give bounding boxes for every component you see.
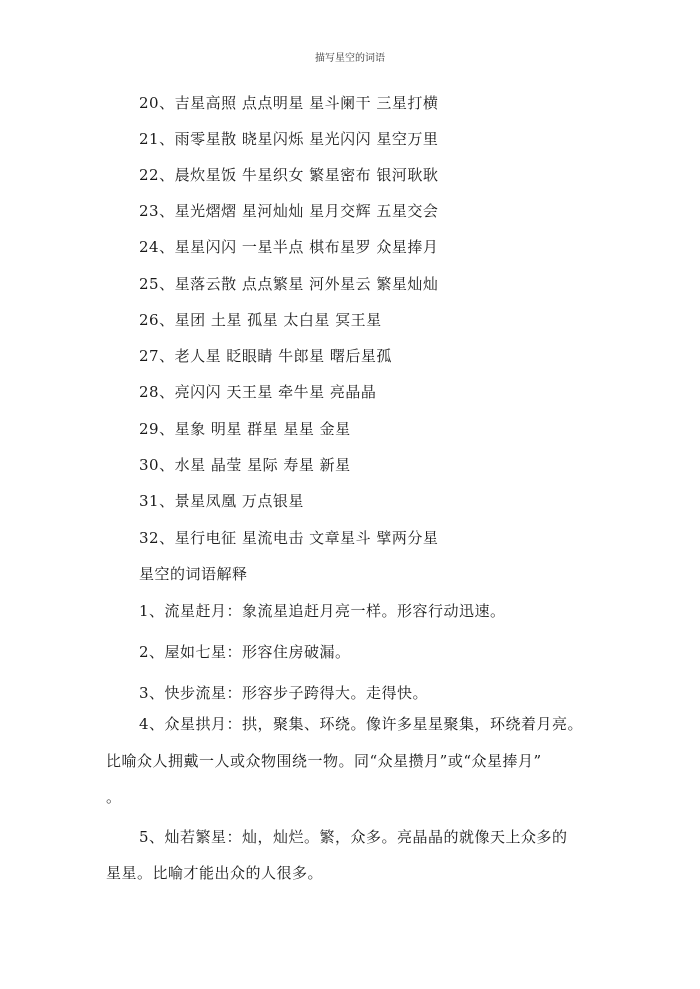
explanation-line: 比喻众人拥戴一人或众物围绕一物。同“众星攒月”或“众星捧月” <box>106 752 542 770</box>
word-list-line: 27、老人星 眨眼睛 牛郎星 曙后星孤 <box>139 347 392 365</box>
word-list-line: 30、水星 晶莹 星际 寿星 新星 <box>139 456 351 474</box>
page-header: 描写星空的词语 <box>315 53 385 64</box>
word-list-line: 25、星落云散 点点繁星 河外星云 繁星灿灿 <box>139 275 439 293</box>
explanation-line: 星星。比喻才能出众的人很多。 <box>106 864 324 882</box>
explanation-line: 。 <box>106 788 122 806</box>
word-list-line: 22、晨炊星饭 牛星织女 繁星密布 银河耿耿 <box>139 166 439 184</box>
explanation-line: 1、流星赶月：象流星追赶月亮一样。形容行动迅速。 <box>139 602 506 620</box>
word-list-line: 32、星行电征 星流电击 文章星斗 擘两分星 <box>139 529 439 547</box>
explanation-line: 3、快步流星：形容步子跨得大。走得快。 <box>139 684 429 702</box>
word-list-line: 20、吉星高照 点点明星 星斗阑干 三星打横 <box>139 94 439 112</box>
explanation-line: 2、屋如七星：形容住房破漏。 <box>139 643 351 661</box>
word-list-line: 29、星象 明星 群星 星星 金星 <box>139 420 351 438</box>
word-list-line: 21、雨零星散 晓星闪烁 星光闪闪 星空万里 <box>139 130 439 148</box>
word-list-line: 28、亮闪闪 天王星 牵牛星 亮晶晶 <box>139 383 377 401</box>
explanation-line: 4、众星拱月：拱，聚集、环绕。像许多星星聚集，环绕着月亮。 <box>139 715 584 733</box>
word-list-line: 24、星星闪闪 一星半点 棋布星罗 众星捧月 <box>139 238 439 256</box>
word-list-line: 31、景星凤凰 万点银星 <box>139 492 304 510</box>
word-list-line: 26、星团 土星 孤星 太白星 冥王星 <box>139 311 382 329</box>
explanation-line: 5、灿若繁星：灿，灿烂。繁，众多。亮晶晶的就像天上众多的 <box>139 828 568 846</box>
word-list-line: 23、星光熠熠 星河灿灿 星月交辉 五星交会 <box>139 202 439 220</box>
section-title: 星空的词语解释 <box>139 565 248 583</box>
